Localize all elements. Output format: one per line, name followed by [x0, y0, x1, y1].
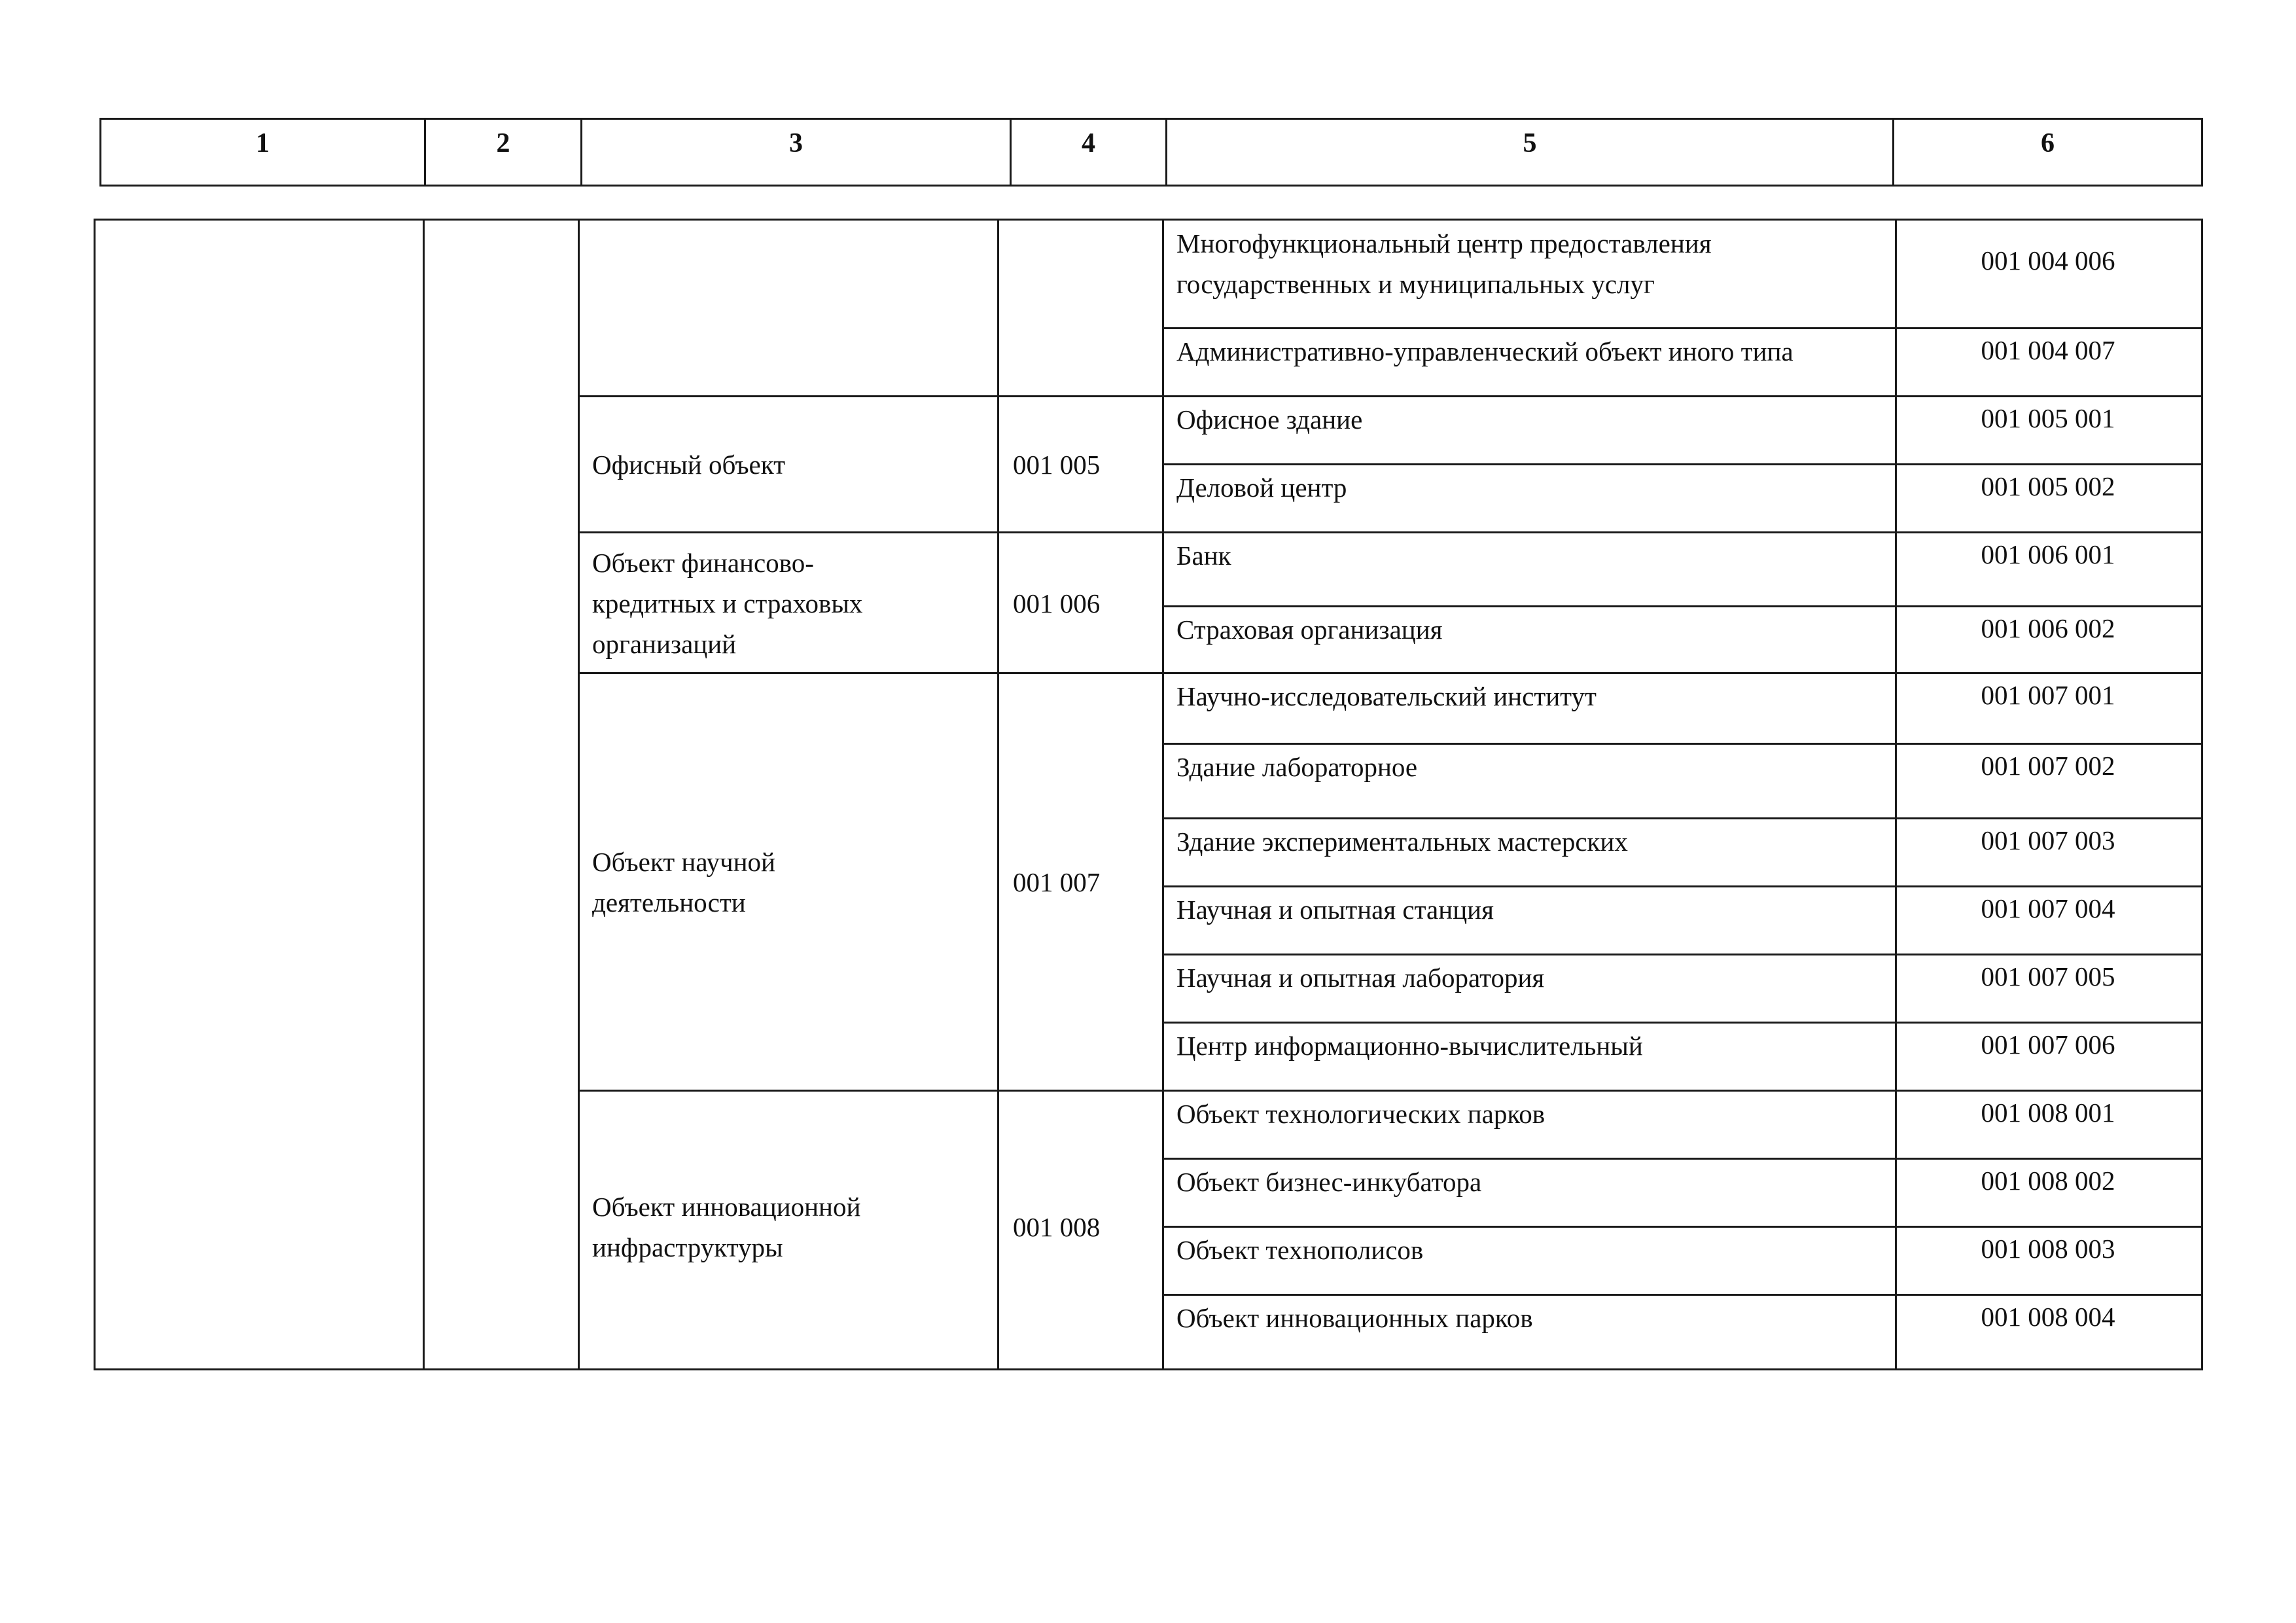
item-code: 001 004 006 [1981, 245, 2115, 276]
column-divider [423, 221, 425, 1368]
item-name: Научная и опытная лаборатория [1176, 963, 1545, 993]
item-name: Страховая организация [1176, 615, 1443, 645]
group-name: Офисный объект [592, 450, 786, 480]
group-name: Объект инновационной [592, 1192, 861, 1222]
row-divider [1162, 605, 2201, 607]
row-divider [1162, 327, 2201, 329]
item-name: Здание лабораторное [1176, 752, 1418, 782]
item-code: 001 005 002 [1981, 471, 2115, 501]
item-code: 001 007 006 [1981, 1029, 2115, 1060]
row-divider [578, 395, 2201, 397]
group-code: 001 008 [1013, 1212, 1101, 1242]
row-divider [1162, 743, 2201, 745]
item-name: Административно-управленческий объект иного типа [1176, 336, 1793, 366]
item-code: 001 008 002 [1981, 1166, 2115, 1196]
row-divider [1162, 463, 2201, 465]
column-number-6: 6 [2041, 128, 2055, 158]
item-name: Научно-исследовательский институт [1176, 681, 1597, 711]
item-name: Многофункциональный центр предоставления [1176, 228, 1712, 259]
item-code: 001 008 003 [1981, 1234, 2115, 1264]
column-number-5: 5 [1167, 120, 1894, 185]
item-name: Банк [1176, 541, 1231, 571]
item-code: 001 008 004 [1981, 1302, 2115, 1332]
group-code: 001 005 [1013, 450, 1101, 480]
group-name: Объект научной [592, 847, 775, 877]
group-code: 001 006 [1013, 588, 1101, 618]
item-name: Деловой центр [1176, 473, 1347, 503]
item-code: 001 007 003 [1981, 825, 2115, 855]
row-divider [578, 1090, 2201, 1092]
item-code: 001 006 002 [1981, 613, 2115, 643]
column-divider [997, 221, 999, 1368]
column-number-3: 3 [582, 120, 1012, 185]
item-code: 001 007 004 [1981, 893, 2115, 923]
item-name: Объект технополисов [1176, 1235, 1424, 1265]
item-code: 001 004 007 [1981, 335, 2115, 365]
column-divider [1162, 221, 1164, 1368]
column-number-1: 1 [101, 120, 426, 185]
row-divider [578, 672, 2201, 674]
item-code: 001 005 001 [1981, 403, 2115, 433]
row-divider [1162, 817, 2201, 819]
row-divider [1162, 1158, 2201, 1160]
group-name: кредитных и страховых [592, 588, 863, 618]
group-code: 001 007 [1013, 867, 1101, 897]
column-number-2: 2 [426, 120, 582, 185]
column-number-header [99, 118, 2203, 187]
row-divider [1162, 1294, 2201, 1296]
item-name: Офисное здание [1176, 404, 1363, 435]
group-name: деятельности [592, 887, 746, 918]
row-divider [578, 531, 2201, 533]
item-code: 001 007 001 [1981, 680, 2115, 710]
column-divider [578, 221, 580, 1368]
item-code: 001 007 005 [1981, 961, 2115, 991]
item-name: Здание экспериментальных мастерских [1176, 827, 1628, 857]
item-name: Научная и опытная станция [1176, 895, 1494, 925]
item-name: Центр информационно-вычислительный [1176, 1031, 1643, 1061]
item-code: 001 008 001 [1981, 1097, 2115, 1128]
group-name: инфраструктуры [592, 1232, 783, 1262]
item-name: Объект инновационных парков [1176, 1303, 1533, 1333]
group-name: Объект финансово- [592, 547, 814, 578]
row-divider [1162, 1022, 2201, 1024]
item-code: 001 007 002 [1981, 751, 2115, 781]
row-divider [1162, 1226, 2201, 1228]
group-name: организаций [592, 628, 737, 659]
item-name: государственных и муниципальных услуг [1176, 269, 1655, 299]
row-divider [1162, 954, 2201, 955]
column-number-4: 4 [1012, 120, 1167, 185]
row-divider [1162, 885, 2201, 887]
item-name: Объект технологических парков [1176, 1099, 1545, 1129]
item-code: 001 006 001 [1981, 539, 2115, 569]
classification-table [94, 219, 2203, 1370]
item-name: Объект бизнес-инкубатора [1176, 1167, 1482, 1197]
